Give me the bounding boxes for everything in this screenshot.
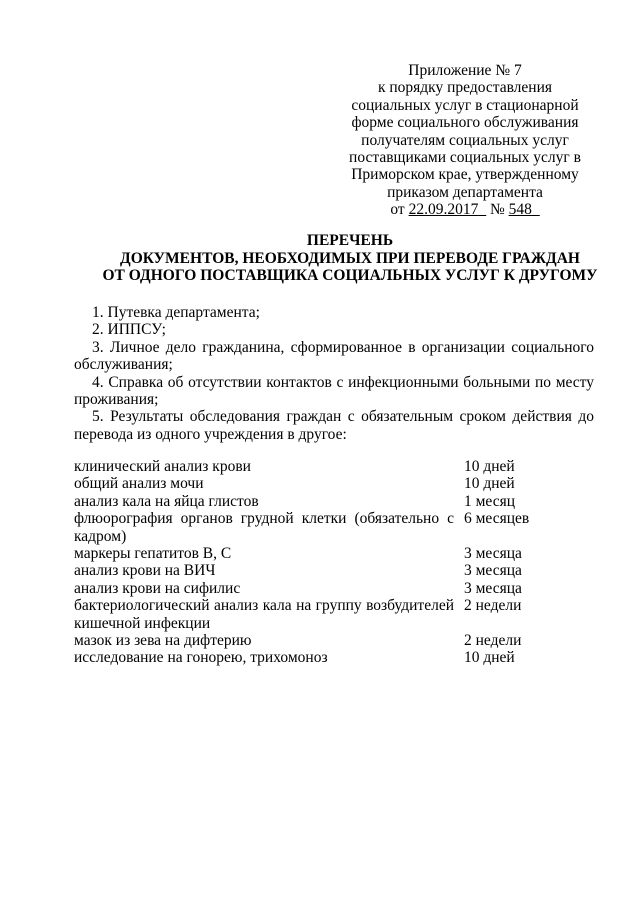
appendix-line: поставщиками социальных услуг в xyxy=(349,149,581,167)
appendix-line: приказом департамента xyxy=(387,183,543,201)
date-prefix: от xyxy=(390,201,409,219)
list-item: 3. Личное дело гражданина, сформированное в организации социального обслуживания; xyxy=(74,338,594,374)
test-row xyxy=(74,649,594,666)
test-term: 6 месяцев xyxy=(464,510,530,528)
test-row xyxy=(74,580,594,597)
test-name: анализ крови на сифилис xyxy=(74,579,241,597)
order-number: 548 xyxy=(508,201,532,219)
test-term: 2 недели xyxy=(464,597,522,615)
title-line: ПЕРЕЧЕНЬ xyxy=(306,232,394,249)
test-name: анализ крови на ВИЧ xyxy=(74,562,216,580)
appendix-line: форме социального обслуживания xyxy=(351,114,579,132)
test-row xyxy=(74,510,594,545)
title-line: ДОКУМЕНТОВ, НЕОБХОДИМЫХ ПРИ ПЕРЕВОДЕ ГРАЖДАН xyxy=(120,249,580,267)
appendix-line: социальных услуг в стационарной xyxy=(351,96,579,114)
test-row xyxy=(74,597,594,632)
appendix-number: Приложение № 7 xyxy=(408,62,522,79)
test-term: 10 дней xyxy=(464,458,515,475)
list-item: 2. ИППСУ; xyxy=(92,321,166,339)
test-name: общий анализ мочи xyxy=(74,475,204,493)
test-name: бактериологический анализ кала на группу возбудителей кишечной инфекции xyxy=(74,597,454,632)
test-name: мазок из зева на дифтерию xyxy=(74,632,252,650)
test-name: флюорография органов грудной клетки (обязательно с кадром) xyxy=(74,510,454,545)
test-term: 2 недели xyxy=(464,632,522,650)
appendix-date-line: от 22.09.2017_ № 548_ xyxy=(390,201,540,219)
test-name: клинический анализ крови xyxy=(74,458,251,475)
number-sign: № xyxy=(486,201,509,219)
test-term: 10 дней xyxy=(464,649,515,667)
test-row xyxy=(74,475,594,492)
list-item: 4. Справка об отсутствии контактов с инфекционными больными по месту проживания; xyxy=(74,373,594,409)
test-name: маркеры гепатитов В, С xyxy=(74,545,232,563)
list-item: 1. Путевка департамента; xyxy=(92,304,260,321)
documents-list xyxy=(74,304,594,443)
test-name: исследование на гонорею, трихомоноз xyxy=(74,649,328,667)
title-line: ОТ ОДНОГО ПОСТАВЩИКА СОЦИАЛЬНЫХ УСЛУГ К ДРУГОМУ xyxy=(102,267,598,284)
test-row xyxy=(74,632,594,649)
test-term: 1 месяц xyxy=(464,492,516,510)
appendix-header xyxy=(340,62,590,219)
document-title xyxy=(60,232,640,285)
test-row xyxy=(74,493,594,510)
tests-list xyxy=(74,458,594,667)
test-row xyxy=(74,562,594,579)
test-row xyxy=(74,545,594,562)
test-term: 3 месяца xyxy=(464,579,522,597)
test-row xyxy=(74,458,594,475)
order-date: 22.09.2017 xyxy=(408,201,479,219)
test-term: 3 месяца xyxy=(464,545,522,563)
test-term: 3 месяца xyxy=(464,562,522,580)
test-name: анализ кала на яйца глистов xyxy=(74,492,259,510)
appendix-line: получателям социальных услуг xyxy=(361,131,569,149)
list-item: 5. Результаты обследования граждан с обязательным сроком действия до перевода из одного учреждения в другое: xyxy=(74,408,594,443)
appendix-line: к порядку предоставления xyxy=(377,79,553,97)
test-term: 10 дней xyxy=(464,475,515,493)
appendix-line: Приморском крае, утвержденному xyxy=(351,166,579,184)
